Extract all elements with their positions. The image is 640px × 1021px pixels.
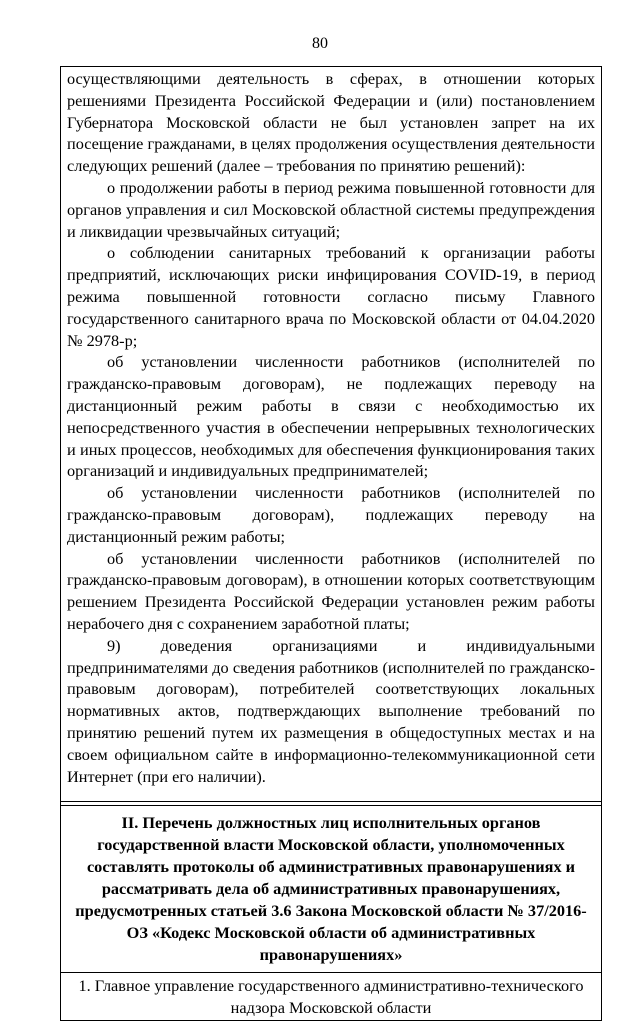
paragraph-sanitary: о соблюдении санитарных требований к организации работы предприятий, исключающих риски инфицирования COVID-19, в период режима повышенной готовности согласно письму Главного государственного санитарного врача по Московской области от 04.04.2020 № 2978-р; [67, 243, 595, 350]
document-table [60, 66, 602, 1021]
body-cell [61, 67, 601, 802]
section-heading: II. Перечень должностных лиц исполнительных органов государственной власти Московской области, уполномоченных составлять протоколы об административных правонарушениях и рассматривать дела об административных правонарушениях, предусмотренных статьей 3.6 Закона Московской области № 37/2016-ОЗ «Кодекс Московской области об административных правонарушениях» [61, 805, 601, 973]
page-number: 80 [312, 35, 328, 52]
list-item: 1. Главное управление государственного административно-технического надзора Московской области [78, 976, 584, 1017]
paragraph-not-remote: об установлении численности работников (исполнителей по гражданско-правовым договорам), не подлежащих переводу на дистанционный режим работы в связи с необходимостью их непосредственного участия в обеспечении непрерывных технологических и иных процессов, необходимых для обеспечения функционирования таких организаций и индивидуальных предпринимателей; [67, 352, 595, 481]
paragraph-item-9: 9) доведения организациями и индивидуальными предпринимателями до сведения работников (исполнителей по гражданско-правовым договорам), потребителей соответствующих локальных нормативных актов, подтверждающих выполнение требований по принятию решений путем их размещения в общедоступных местах и на своем официальном сайте в информационно-телекоммуникационной сети Интернет (при его наличии). [67, 635, 595, 786]
paragraph-non-working: об установлении численности работников (исполнителей по гражданско-правовым договорам), в отношении которых соответствующим решением Президента Российской Федерации установлен режим работы нерабочего дня с сохранением заработной платы; [67, 548, 595, 633]
paragraph-remote: об установлении численности работников (исполнителей по гражданско-правовым договорам), подлежащих переводу на дистанционный режим работы; [67, 483, 595, 546]
paragraph-continue-work: о продолжении работы в период режима повышенной готовности для органов управления и сил Московской областной системы предупреждения и ликвидации чрезвычайных ситуаций; [67, 177, 595, 241]
paragraph-intro: осуществляющими деятельность в сферах, в отношении которых решениями Президента Российской Федерации и (или) постановлением Губернатора Московской области не был установлен запрет на их посещение гражданами, в целях продолжения осуществления деятельности следующих решений (далее – требования по принятию решений): [67, 69, 595, 176]
